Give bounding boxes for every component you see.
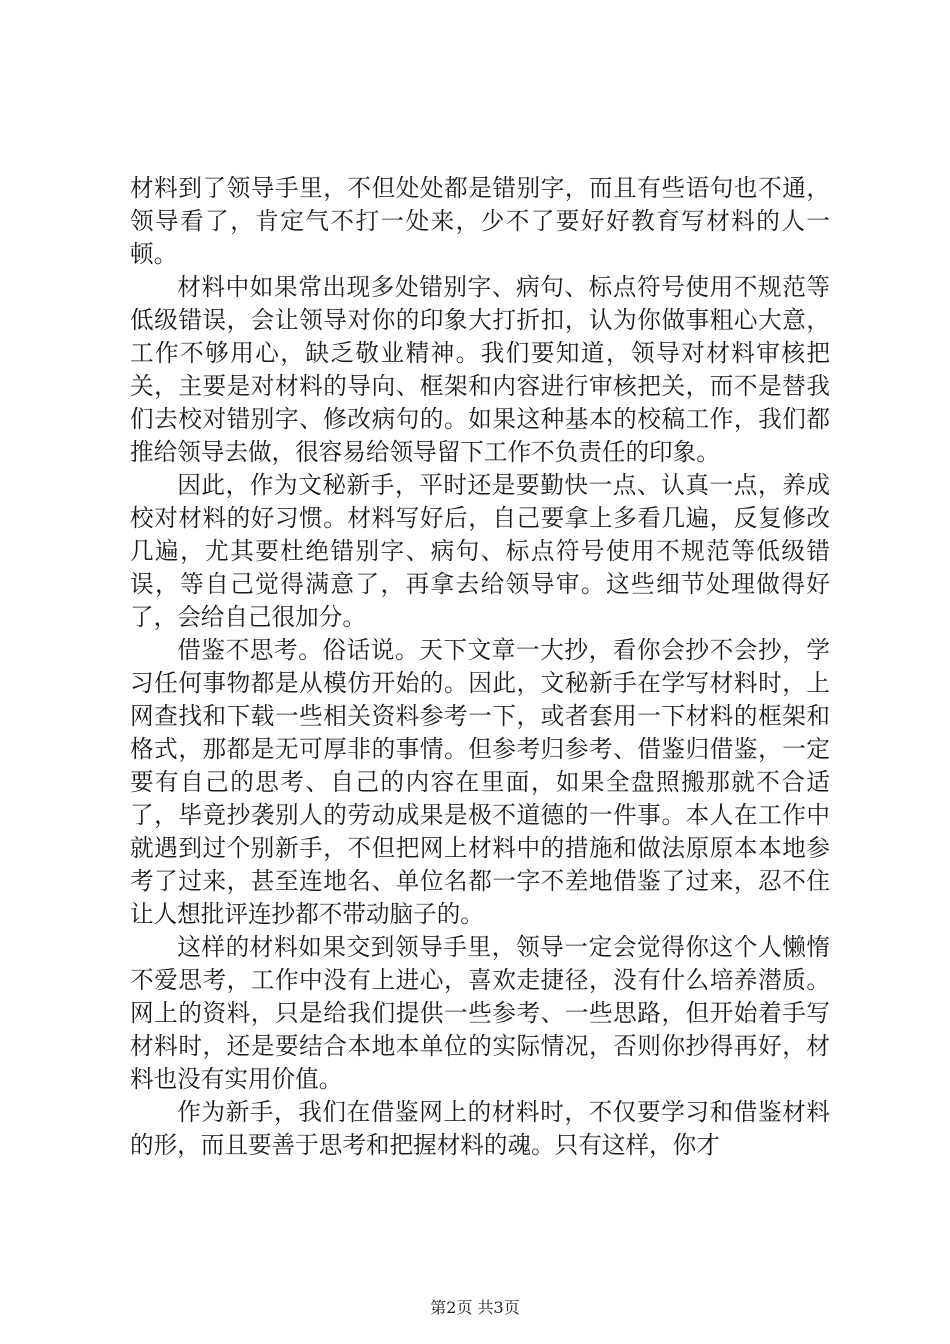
page-footer: 第2页 共3页 <box>430 1298 520 1317</box>
document-body <box>130 172 830 1162</box>
paragraph-4: 借鉴不思考。俗话说。天下文章一大抄，看你会抄不会抄，学习任何事物都是从模仿开始的。因此，文秘新手在学写材料时，上网查找和下载一些相关资料参考一下，或者套用一下材料的框架和格式，那都是无可厚非的事情。但参考归参考、借鉴归借鉴，一定要有自己的思考、自己的内容在里面，如果全盘照搬那就不合适了，毕竟抄袭别人的劳动成果是极不道德的一件事。本人在工作中就遇到过个别新手，不但把网上材料中的措施和做法原原本本地参考了过来，甚至连地名、单位名都一字不差地借鉴了过来，忍不住让人想批评连抄都不带动脑子的。 <box>130 636 830 928</box>
paragraph-6: 作为新手，我们在借鉴网上的材料时，不仅要学习和借鉴材料的形，而且要善于思考和把握材料的魂。只有这样，你才 <box>130 1098 830 1159</box>
paragraph-1: 材料到了领导手里，不但处处都是错别字，而且有些语句也不通，领导看了，肯定气不打一处来，少不了要好好教育写材料的人一顿。 <box>130 174 830 268</box>
paragraph-5: 这样的材料如果交到领导手里，领导一定会觉得你这个人懒惰不爱思考，工作中没有上进心，喜欢走捷径，没有什么培养潜质。网上的资料，只是给我们提供一些参考、一些思路，但开始着手写材料时，还是要结合本地本单位的实际情况，否则你抄得再好，材料也没有实用价值。 <box>130 933 830 1093</box>
paragraph-3: 因此，作为文秘新手，平时还是要勤快一点、认真一点，养成校对材料的好习惯。材料写好后，自己要拿上多看几遍，反复修改几遍，尤其要杜绝错别字、病句、标点符号使用不规范等低级错误，等自己觉得满意了，再拿去给领导审。这些细节处理做得好了，会给自己很加分。 <box>130 471 830 631</box>
paragraph-2: 材料中如果常出现多处错别字、病句、标点符号使用不规范等低级错误，会让领导对你的印象大打折扣，认为你做事粗心大意，工作不够用心，缺乏敬业精神。我们要知道，领导对材料审核把关，主要是对材料的导向、框架和内容进行审核把关，而不是替我们去校对错别字、修改病句的。如果这种基本的校稿工作，我们都推给领导去做，很容易给领导留下工作不负责任的印象。 <box>130 273 830 466</box>
